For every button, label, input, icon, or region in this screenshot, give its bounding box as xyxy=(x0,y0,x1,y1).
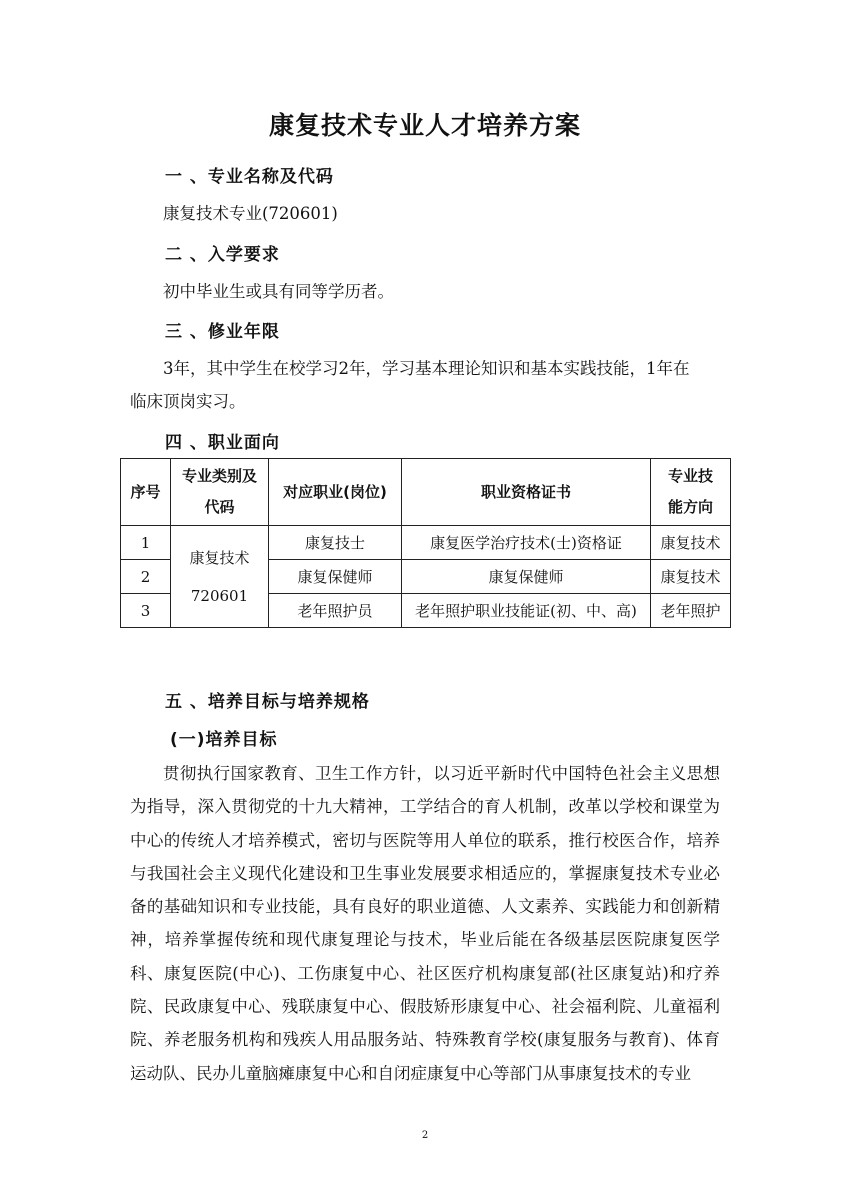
cell-job: 康复技士 xyxy=(269,526,402,560)
subheading-training-goal: (一)培养目标 xyxy=(170,730,278,750)
cell-job: 康复保健师 xyxy=(269,560,402,594)
section-heading-career: 四 、职业面向 xyxy=(165,433,280,453)
cell-seq: 1 xyxy=(121,526,171,560)
cell-cert: 康复医学治疗技术(士)资格证 xyxy=(402,526,651,560)
cell-seq: 2 xyxy=(121,560,171,594)
cell-direction: 康复技术 xyxy=(651,526,731,560)
page-number: 2 xyxy=(421,1130,429,1141)
section-heading-duration: 三 、修业年限 xyxy=(165,322,280,342)
table-row xyxy=(121,526,731,560)
duration-text-line2: 临床顶岗实习。 xyxy=(130,392,246,411)
cell-direction: 康复技术 xyxy=(651,560,731,594)
document-title: 康复技术专业人才培养方案 xyxy=(268,111,581,140)
cell-job: 老年照护员 xyxy=(269,594,402,628)
section-heading-name-code: 一 、专业名称及代码 xyxy=(165,167,334,187)
training-goal-paragraph: 贯彻执行国家教育、卫生工作方针，以习近平新时代中国特色社会主义思想为指导，深入贯彻党的十九大精神，工学结合的育人机制，改革以学校和课堂为中心的传统人才培养模式，密切与医院等用人单位的联系，推行校医合作，培养与我国社会主义现代化建设和卫生事业发展要求相适应的，掌握康复技术专业必备的基础知识和专业技能，具有良好的职业道德、人文素养、实践能力和创新精神，培养掌握传统和现代康复理论与技术，毕业后能在各级基层医院康复医学科、康复医院(中心)、工伤康复中心、社区医疗机构康复部(社区康复站)和疗养院、民政康复中心、残联康复中心、假肢矫形康复中心、社会福利院、儿童福利院、养老服务机构和残疾人用品服务站、特殊教育学校(康复服务与教育)、体育运动队、民办儿童脑瘫康复中心和自闭症康复中心等部门从事康复技术的专业 xyxy=(130,764,720,1083)
cell-cert: 老年照护职业技能证(初、中、高) xyxy=(402,594,651,628)
category-code: 720601 xyxy=(190,586,249,605)
header-direction-line1: 专业技 xyxy=(667,467,713,485)
header-category-line2: 代码 xyxy=(204,498,235,516)
cell-direction: 老年照护 xyxy=(651,594,731,628)
career-table xyxy=(120,458,731,628)
table-header-row xyxy=(121,459,731,526)
cell-category xyxy=(171,526,269,628)
section-heading-admission: 二 、入学要求 xyxy=(165,245,280,265)
header-seq: 序号 xyxy=(121,459,171,526)
duration-text-line1: 3年，其中学生在校学习2年，学习基本理论知识和基本实践技能，1年在 xyxy=(163,359,690,378)
header-category-line1: 专业类别及 xyxy=(181,467,257,485)
header-direction-line2: 能方向 xyxy=(667,498,713,516)
cell-seq: 3 xyxy=(121,594,171,628)
category-name: 康复技术 xyxy=(189,548,250,567)
cell-cert: 康复保健师 xyxy=(402,560,651,594)
major-name-code-text: 康复技术专业(720601) xyxy=(163,204,338,223)
section-heading-training-goals: 五 、培养目标与培养规格 xyxy=(165,692,370,712)
header-cert: 职业资格证书 xyxy=(402,459,651,526)
header-job: 对应职业(岗位) xyxy=(269,459,402,526)
admission-text: 初中毕业生或具有同等学历者。 xyxy=(163,282,394,301)
header-category xyxy=(171,459,269,526)
header-direction xyxy=(651,459,731,526)
